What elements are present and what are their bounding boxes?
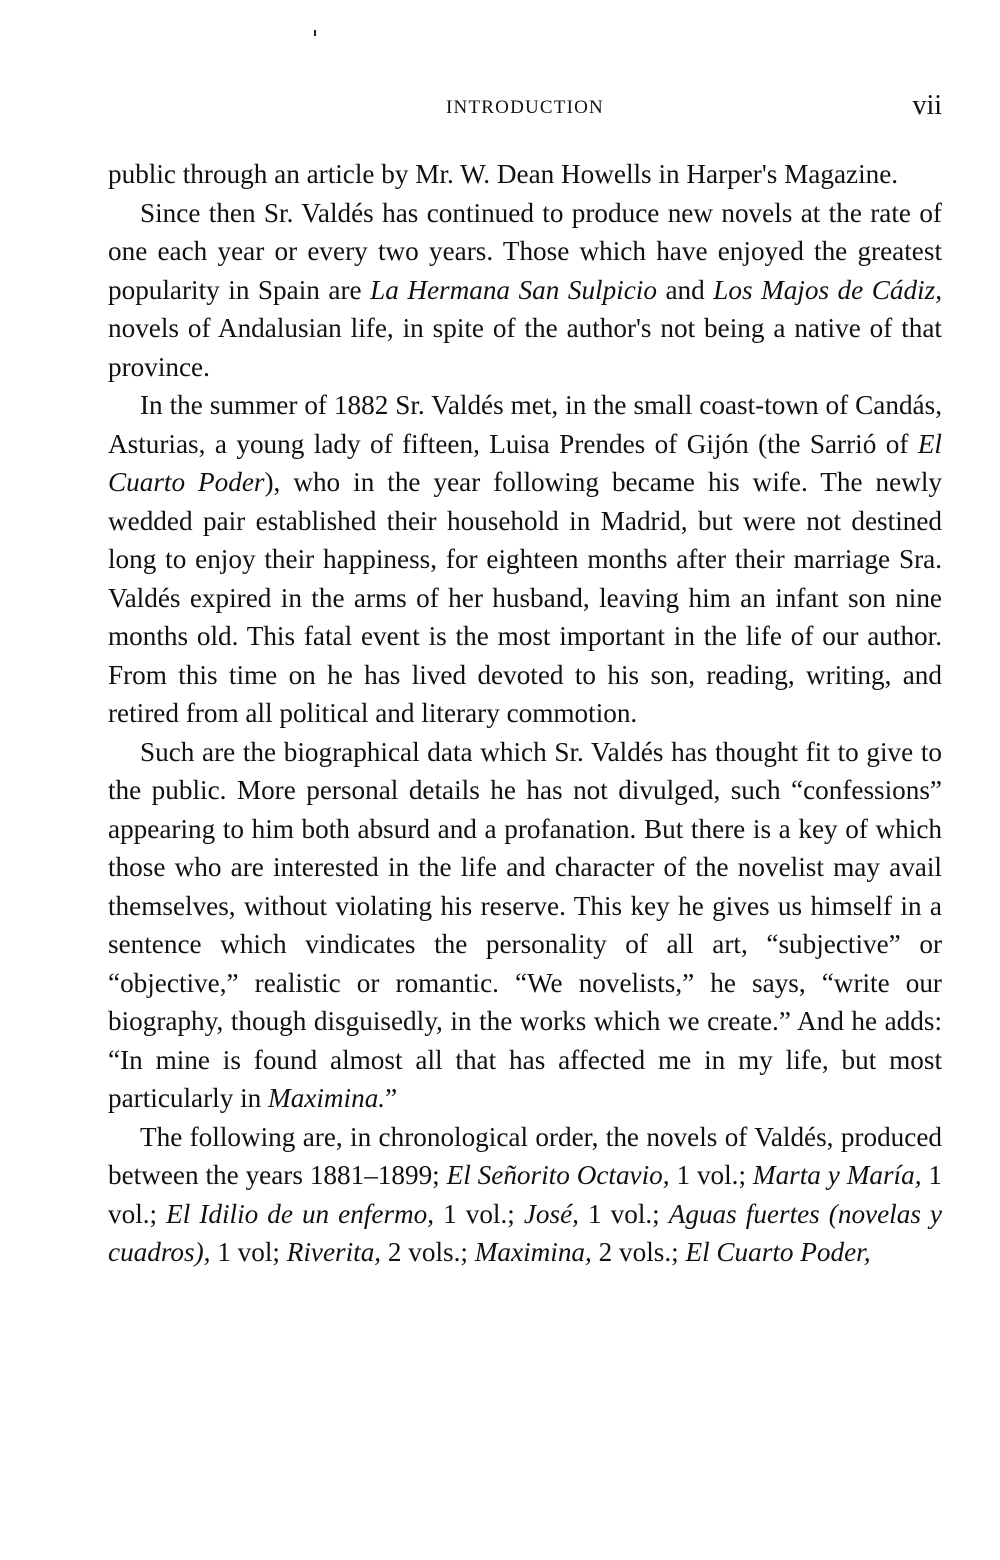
running-head: INTRODUCTION	[446, 97, 604, 118]
text-run: 1 vol.;	[669, 1160, 753, 1190]
paragraph	[108, 1118, 942, 1272]
italic-title: El Cuarto Poder,	[685, 1237, 871, 1267]
italic-title: Los Majos de Cádiz,	[713, 274, 942, 305]
italic-title: Marta y María,	[752, 1160, 922, 1190]
text-run: Such are the biographical data which Sr. Valdés has thought fit to give to the public. More personal details he has not divulged, such “confessions” appearing to him both absurd and a profanation. But there is a key of which those who are interested in the life and character of the novelist may avail themselves, without violating his reserve. This key he gives us himself in a sentence which vindicates the personality of all art, “subjective” or “objective,” realistic or romantic. “We novelists,” he says, “write our biography, though disguisedly, in the works which we create.” And he adds: “In mine is found almost all that has affected me in my life, but most particularly in	[108, 736, 942, 1113]
italic-title: El Cuarto Poder	[108, 428, 942, 497]
text-run: The following are, in chronological order, the novels of Valdés, produced between the years 1881–1899;	[108, 1121, 942, 1190]
text-run: ), who in the year following became his wife. The newly wedded pair established their household in Madrid, but were not destined long to enjoy their happiness, for eighteen months after their marriage Sra. Valdés expired in the arms of her husband, leaving him an infant son nine months old. This fatal event is the most important in the life of our author. From this time on he has lived devoted to his son, reading, writing, and retired from all political and literary commotion.	[108, 467, 942, 728]
page-header	[108, 92, 942, 124]
paragraph	[108, 386, 942, 733]
text-run: Since then Sr. Valdés has continued to produce new novels at the rate of one each year or every two years. Those which have enjoyed the greatest popularity in Spain are	[108, 197, 942, 305]
text-run: 1 vol.;	[108, 1160, 942, 1229]
text-run: public through an article by Mr. W. Dean Howells in Harper's Magazine.	[108, 159, 899, 189]
italic-title: La Hermana San Sulpicio	[370, 274, 657, 305]
text-run: ”	[385, 1083, 398, 1113]
italic-title: El Idilio de un enfermo,	[166, 1198, 435, 1229]
paragraph	[108, 194, 942, 387]
italic-title: José,	[523, 1198, 579, 1229]
italic-title: Aguas fuertes (novelas y cuadros),	[108, 1198, 943, 1267]
italic-title: Maximina.	[268, 1083, 386, 1113]
paragraph	[108, 155, 942, 194]
text-run: 1 vol.;	[434, 1198, 524, 1229]
text-run: 1 vol;	[210, 1237, 287, 1267]
paragraph	[108, 733, 942, 1118]
text-run: and	[656, 274, 714, 305]
italic-title: Maximina,	[474, 1237, 592, 1267]
italic-title: El Señorito Octavio,	[446, 1160, 670, 1190]
italic-title: Riverita,	[286, 1237, 382, 1267]
body-text	[108, 155, 942, 1272]
text-run: novels of Andalusian life, in spite of the author's not being a native of that province.	[108, 313, 942, 382]
text-run: 1 vol.;	[578, 1198, 669, 1229]
page-number: vii	[912, 90, 942, 121]
text-run: In the summer of 1882 Sr. Valdés met, in the small coast-town of Candás, Asturias, a young lady of fifteen, Luisa Prendes of Gijón (the Sarrió of	[108, 390, 942, 459]
text-run: 2 vols.;	[591, 1237, 686, 1267]
print-speck	[314, 30, 316, 36]
text-run: 2 vols.;	[381, 1237, 475, 1267]
